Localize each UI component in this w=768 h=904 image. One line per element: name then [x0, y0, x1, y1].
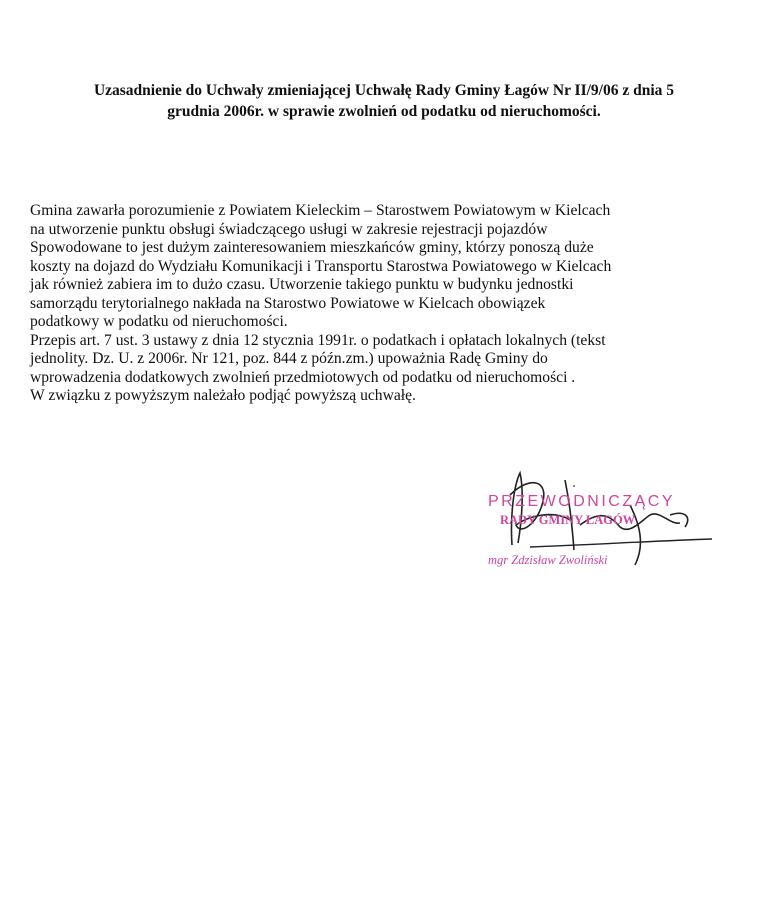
- body-line: podatkowy w podatku od nieruchomości.: [30, 313, 288, 330]
- title-line-2: grudnia 2006r. w sprawie zwolnień od podatku od nieruchomości.: [167, 103, 601, 120]
- document-body: [30, 202, 720, 406]
- body-line: Gmina zawarła porozumienie z Powiatem Kieleckim – Starostwem Powiatowym w Kielcach: [30, 202, 611, 219]
- body-line: Spowodowane to jest dużym zainteresowaniem mieszkańców gminy, którzy ponoszą duże: [30, 239, 594, 256]
- body-line: samorządu terytorialnego nakłada na Starostwo Powiatowe w Kielcach obowiązek: [30, 294, 546, 312]
- ink-dot: [573, 485, 575, 487]
- document-title: [20, 80, 748, 122]
- stamp-title: PRZEWODNICZĄCY: [488, 493, 675, 510]
- body-line: wprowadzenia dodatkowych zwolnień przedmiotowych od podatku od nieruchomości .: [30, 368, 576, 386]
- body-line: jednolity. Dz. U. z 2006r. Nr 121, poz. 844 z późn.zm.) upoważnia Radę Gminy do: [30, 350, 548, 367]
- body-line: W związku z powyższym należało podjąć powyższą uchwałę.: [30, 387, 416, 404]
- signature-stamp: [470, 465, 720, 580]
- body-line: Przepis art. 7 ust. 3 ustawy z dnia 12 stycznia 1991r. o podatkach i opłatach lokalnych (tekst: [30, 331, 606, 349]
- stamp-council: RADY GMINY ŁAGÓW: [500, 513, 636, 527]
- stamp-name: mgr Zdzisław Zwoliński: [488, 553, 608, 567]
- body-line: koszty na dojazd do Wydziału Komunikacji i Transportu Starostwa Powiatowego w Kielcach: [30, 257, 612, 275]
- body-line: jak również zabiera im to dużo czasu. Utworzenie takiego punktu w budynku jednostki: [30, 276, 574, 293]
- body-line: na utworzenie punktu obsługi świadczącego usługi w zakresie rejestracji pojazdów: [30, 220, 548, 238]
- title-line-1: Uzasadnienie do Uchwały zmieniającej Uchwałę Rady Gminy Łagów Nr II/9/06 z dnia 5: [93, 82, 675, 99]
